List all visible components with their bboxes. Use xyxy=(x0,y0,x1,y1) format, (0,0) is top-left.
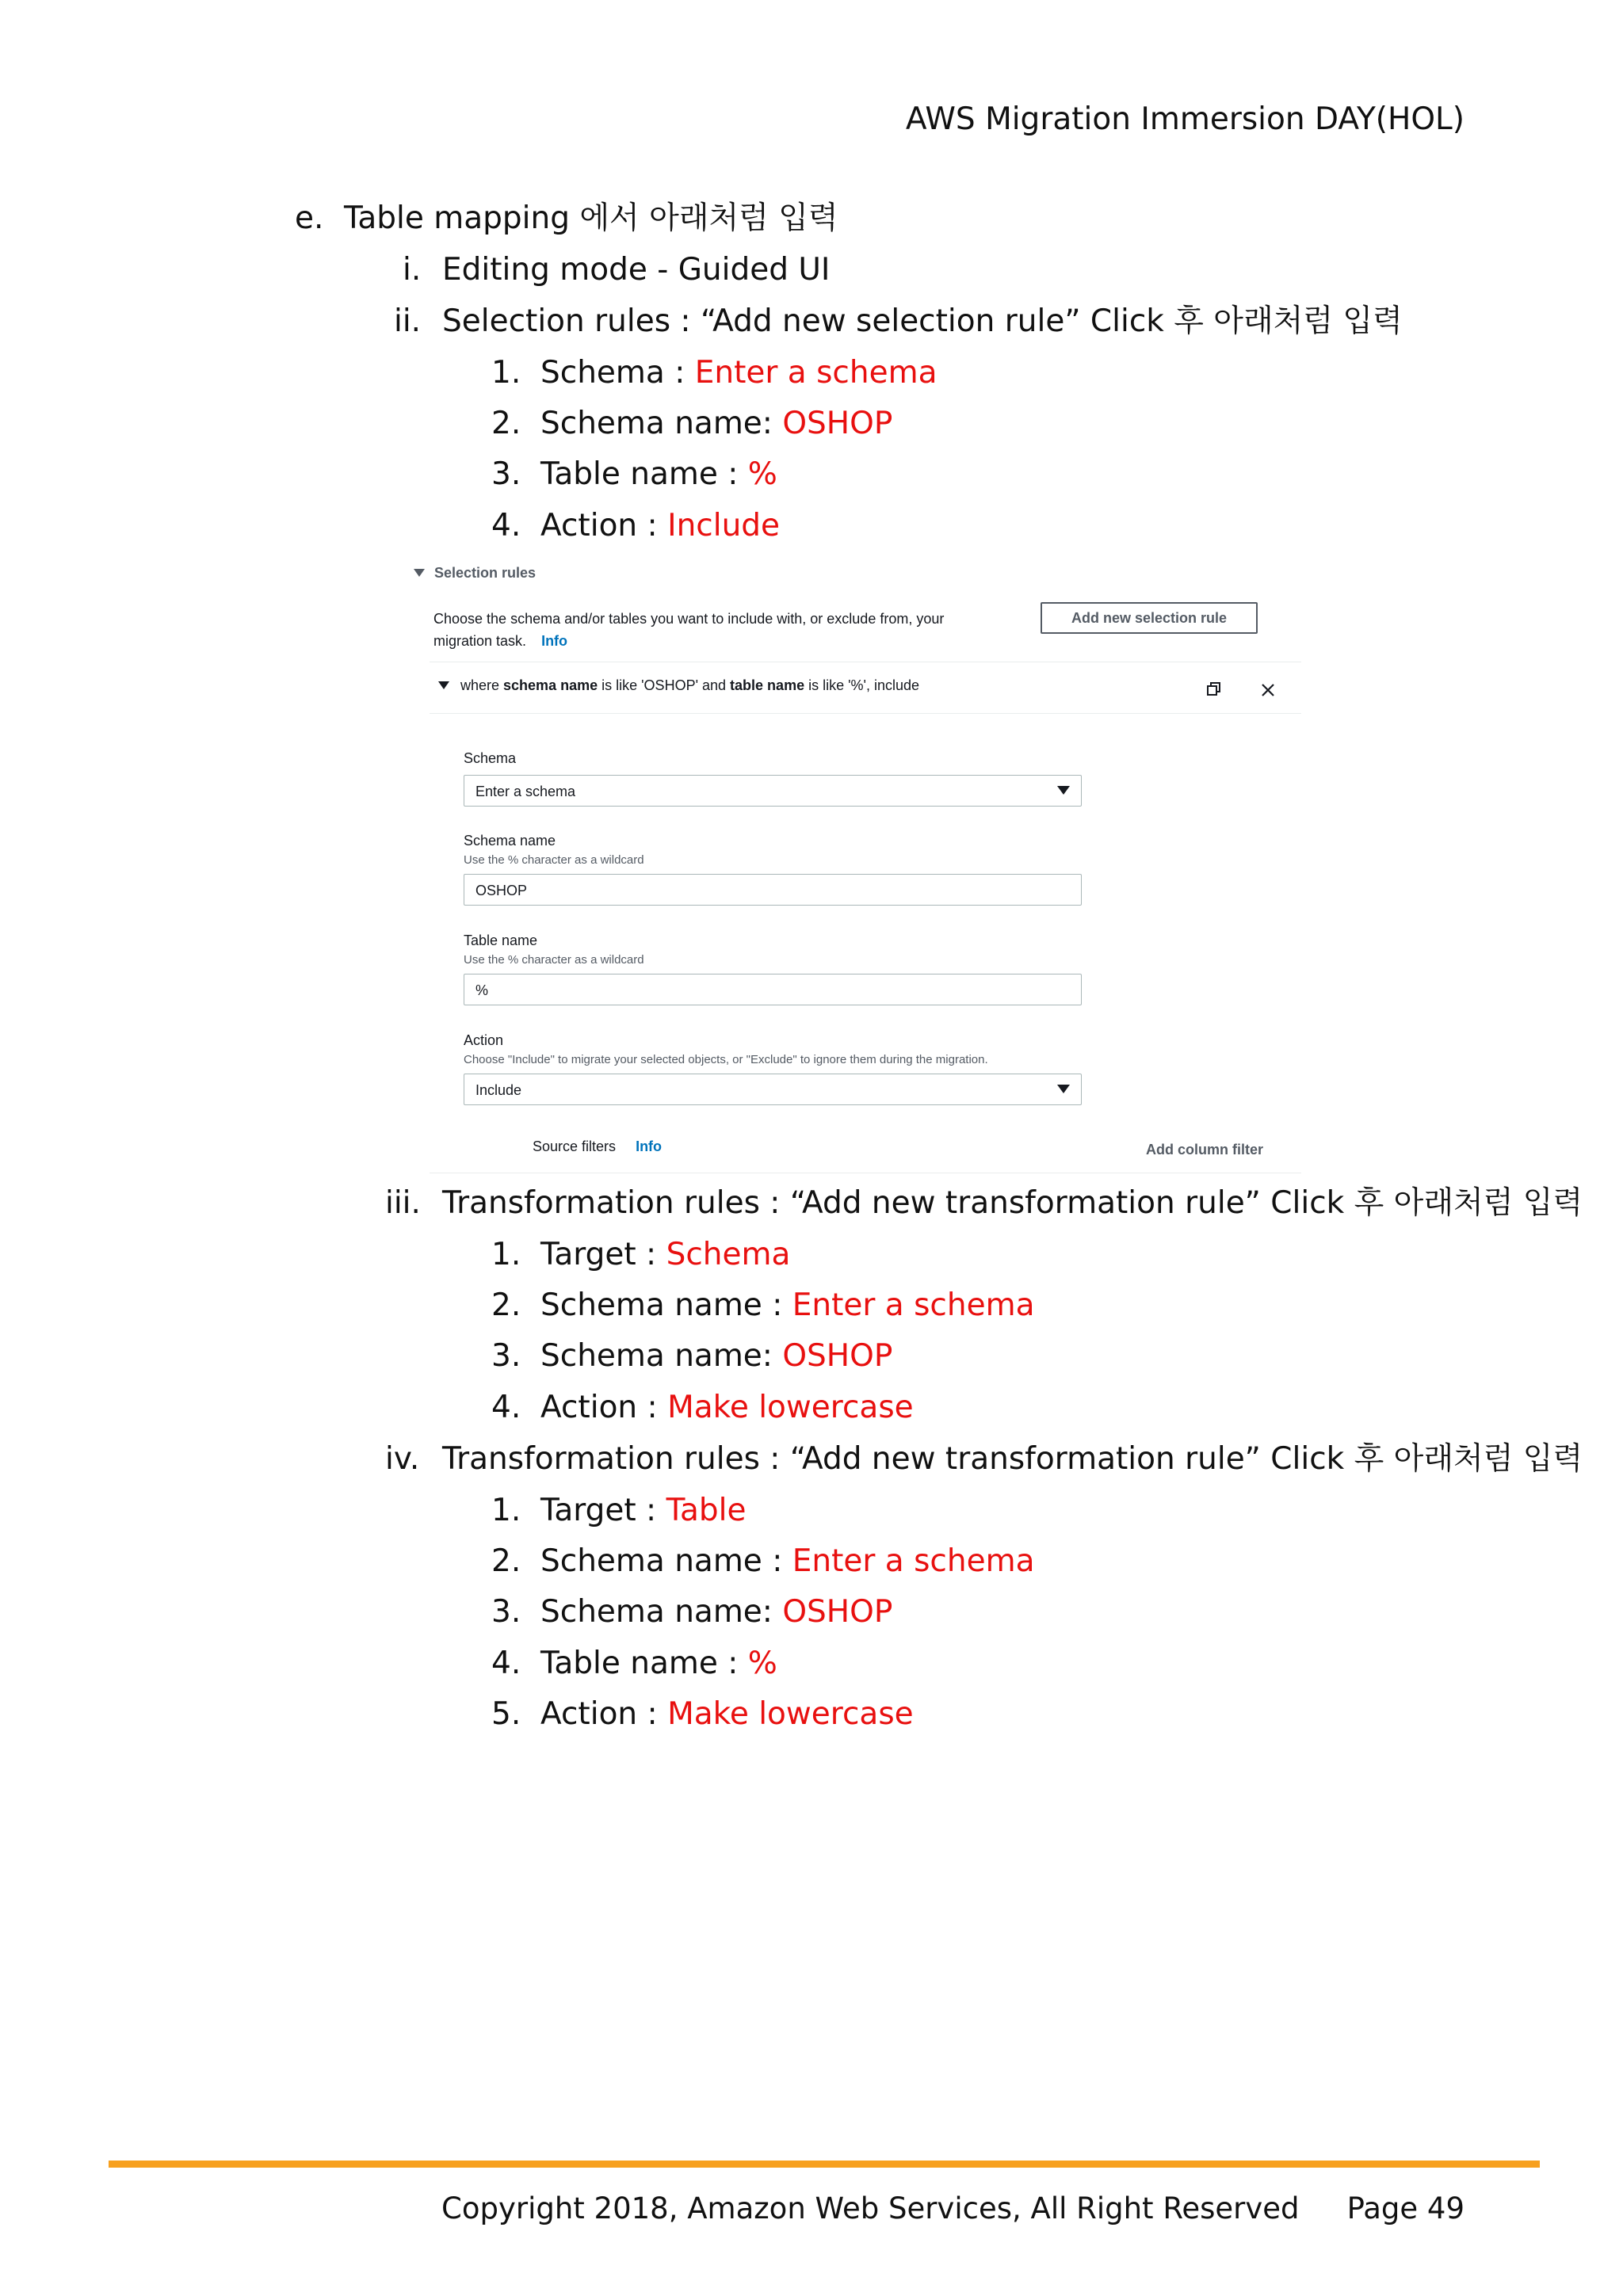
table-name-hint: Use the % character as a wildcard xyxy=(464,953,644,967)
item-value: Table xyxy=(666,1493,747,1528)
list-item xyxy=(540,1593,892,1631)
list-item-number: 4. xyxy=(491,1646,521,1681)
action-select[interactable] xyxy=(464,1074,1082,1105)
item-label: Schema name: xyxy=(540,1594,783,1630)
list-item xyxy=(540,1695,914,1733)
copy-icon[interactable] xyxy=(1206,681,1222,697)
list-item-number: 3. xyxy=(491,456,521,492)
list-item-number: 3. xyxy=(491,1594,521,1630)
selection-rules-panel xyxy=(406,555,1301,1177)
page-number: Page 49 xyxy=(1346,2191,1465,2225)
list-item-number: 3. xyxy=(491,1338,521,1374)
list-item-number: 1. xyxy=(491,1493,521,1528)
item-value: Enter a schema xyxy=(792,1287,1035,1323)
step-i-text: Editing mode - Guided UI xyxy=(442,252,831,288)
list-item xyxy=(540,1645,777,1683)
item-value: OSHOP xyxy=(782,406,893,441)
footer-copyright: Copyright 2018, Amazon Web Services, All Right Reserved xyxy=(441,2191,1300,2225)
item-value: OSHOP xyxy=(782,1594,893,1630)
list-item xyxy=(540,1543,1034,1581)
schema-name-hint: Use the % character as a wildcard xyxy=(464,853,644,867)
list-item xyxy=(540,1389,914,1427)
item-label: Action : xyxy=(540,1696,668,1732)
list-item xyxy=(540,1236,790,1274)
item-value: Schema xyxy=(666,1237,791,1272)
description-text: migration task. xyxy=(433,633,527,649)
footer-rule xyxy=(109,2161,1540,2168)
item-value: OSHOP xyxy=(782,1338,893,1374)
item-value: Include xyxy=(667,508,781,543)
step-iv-text: Transformation rules : “Add new transformation rule” Click 후 아래처럼 입력 xyxy=(442,1441,1583,1477)
item-label: Schema name: xyxy=(540,406,783,441)
table-name-value: % xyxy=(475,982,489,998)
item-value: Enter a schema xyxy=(694,355,938,391)
rule-summary-part: is like '%', include xyxy=(804,677,920,693)
step-i-marker: i. xyxy=(403,252,422,288)
schema-select-value: Enter a schema xyxy=(475,784,576,799)
step-iii-text: Transformation rules : “Add new transformation rule” Click 후 아래처럼 입력 xyxy=(442,1185,1583,1221)
item-label: Schema name : xyxy=(540,1543,792,1579)
list-item xyxy=(540,456,777,494)
dropdown-caret-icon xyxy=(1057,786,1070,795)
action-select-value: Include xyxy=(475,1082,522,1098)
section-title: Selection rules xyxy=(434,565,537,581)
item-label: Target : xyxy=(540,1237,666,1272)
step-ii-marker: ii. xyxy=(394,303,422,339)
item-label: Schema name: xyxy=(540,1338,783,1374)
list-item xyxy=(540,1492,746,1530)
step-ii-text: Selection rules : “Add new selection rule” Click 후 아래처럼 입력 xyxy=(442,303,1403,339)
schema-label: Schema xyxy=(464,750,517,766)
item-label: Table name : xyxy=(540,1646,748,1681)
list-item-number: 1. xyxy=(491,1237,521,1272)
list-item-number: 4. xyxy=(491,508,521,543)
step-iv-marker: iv. xyxy=(385,1441,420,1477)
item-label: Schema : xyxy=(540,355,695,391)
rule-summary-part: where xyxy=(460,677,504,693)
source-filters-text: Source filters xyxy=(533,1138,617,1154)
list-item-number: 4. xyxy=(491,1390,521,1425)
add-selection-rule-button[interactable] xyxy=(1041,602,1258,634)
schema-name-label: Schema name xyxy=(464,833,556,849)
info-link[interactable]: Info xyxy=(541,633,568,649)
list-item xyxy=(540,1287,1034,1325)
rule-caret-down-icon[interactable] xyxy=(438,681,449,689)
item-label: Table name : xyxy=(540,456,748,492)
rule-summary-part: is like 'OSHOP' and xyxy=(598,677,731,693)
caret-down-icon[interactable] xyxy=(414,569,425,577)
add-column-filter-button[interactable]: Add column filter xyxy=(1146,1142,1263,1158)
list-item-number: 2. xyxy=(491,406,521,441)
item-label: Action : xyxy=(540,508,668,543)
dropdown-caret-icon xyxy=(1057,1085,1070,1093)
rule-summary[interactable] xyxy=(460,677,919,694)
list-item-number: 2. xyxy=(491,1543,521,1579)
source-filters-label xyxy=(533,1138,662,1155)
item-value: % xyxy=(747,456,777,492)
schema-name-input[interactable] xyxy=(464,874,1082,906)
close-icon[interactable] xyxy=(1260,682,1276,698)
schema-name-value: OSHOP xyxy=(475,883,528,898)
rule-summary-bold: table name xyxy=(730,677,805,693)
schema-select[interactable] xyxy=(464,775,1082,807)
source-filters-info-link[interactable]: Info xyxy=(636,1138,663,1154)
item-value: Make lowercase xyxy=(667,1696,914,1732)
step-iii-marker: iii. xyxy=(385,1185,421,1221)
table-name-label: Table name xyxy=(464,933,538,948)
item-label: Target : xyxy=(540,1493,666,1528)
item-label: Schema name : xyxy=(540,1287,792,1323)
add-selection-rule-label: Add new selection rule xyxy=(1071,610,1228,626)
step-e-text: Table mapping 에서 아래처럼 입력 xyxy=(344,200,838,236)
list-item xyxy=(540,354,937,392)
list-item-number: 2. xyxy=(491,1287,521,1323)
table-name-input[interactable] xyxy=(464,974,1082,1005)
item-value: Enter a schema xyxy=(792,1543,1035,1579)
action-hint: Choose "Include" to migrate your selected objects, or "Exclude" to ignore them during the migration. xyxy=(464,1053,988,1066)
panel-description: Choose the schema and/or tables you want to include with, or exclude from, your xyxy=(433,611,945,627)
list-item xyxy=(540,507,780,545)
rule-summary-bold: schema name xyxy=(503,677,598,693)
item-value: Make lowercase xyxy=(667,1390,914,1425)
list-item xyxy=(540,1337,892,1375)
action-label: Action xyxy=(464,1032,504,1048)
list-item xyxy=(540,405,892,443)
step-e-marker: e. xyxy=(295,200,324,236)
list-item-number: 5. xyxy=(491,1696,521,1732)
header-title: AWS Migration Immersion DAY(HOL) xyxy=(905,101,1465,137)
panel-description-2 xyxy=(433,633,567,650)
list-item-number: 1. xyxy=(491,355,521,391)
item-label: Action : xyxy=(540,1390,668,1425)
item-value: % xyxy=(747,1646,777,1681)
